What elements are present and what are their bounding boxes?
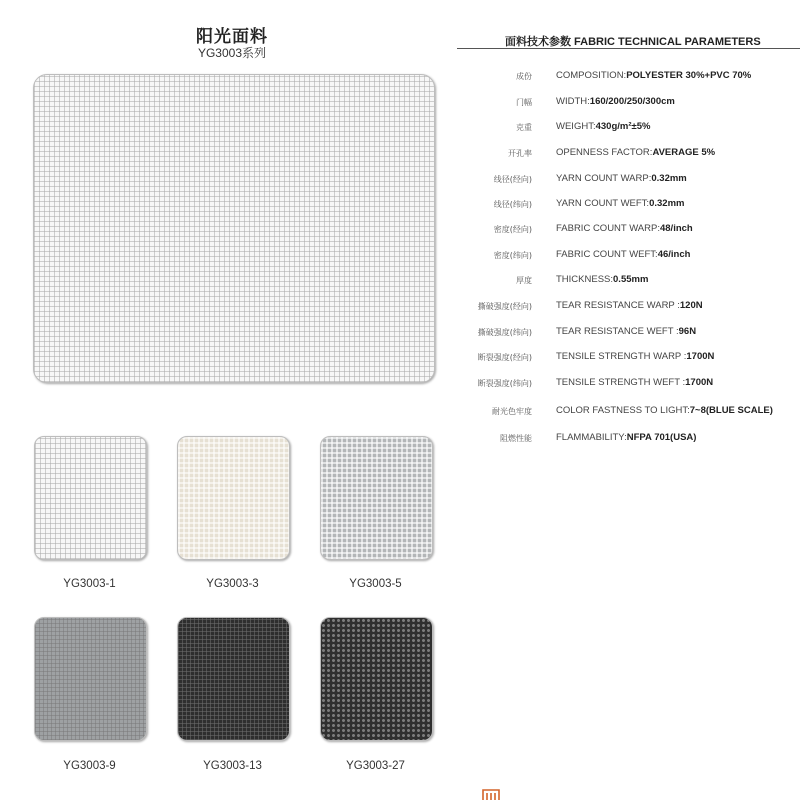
param-value: 0.32mm	[649, 198, 685, 209]
param-value: 1700N	[685, 377, 714, 388]
param-cn-label: 成份	[516, 72, 532, 81]
param-value: 120N	[679, 300, 703, 311]
param-en-text	[556, 223, 693, 234]
param-en-text	[556, 405, 773, 416]
param-row	[440, 327, 800, 343]
param-cn-label: 撕破强度(经向)	[477, 302, 532, 311]
param-value: 1700N	[686, 351, 715, 362]
param-row	[440, 250, 800, 266]
param-label: TEAR RESISTANCE WARP :	[556, 300, 680, 311]
param-label: WIDTH:	[556, 96, 590, 107]
swatch-label: YG3003-13	[203, 760, 262, 772]
param-row	[440, 275, 800, 291]
param-cn-label: 断裂强度(纬向)	[477, 379, 532, 388]
param-en-text	[556, 249, 690, 260]
swatch-image-9	[34, 617, 147, 741]
parameters-header: 面料技术参数 FABRIC TECHNICAL PARAMETERS	[505, 36, 761, 48]
param-en-text	[556, 173, 687, 184]
brand-logo-icon	[481, 789, 501, 800]
param-row	[440, 406, 800, 422]
param-value: 0.32mm	[651, 173, 687, 184]
param-value: 7~8(BLUE SCALE)	[689, 405, 773, 416]
param-en-text	[556, 121, 650, 132]
param-en-text	[556, 432, 696, 443]
param-row	[440, 199, 800, 215]
swatch-label: YG3003-5	[349, 578, 402, 590]
param-cn-label: 门幅	[516, 98, 532, 107]
param-value: 160/200/250/300cm	[589, 96, 675, 107]
param-cn-label: 密度(纬向)	[493, 251, 532, 260]
param-row	[440, 433, 800, 449]
swatch-image-27	[320, 617, 433, 741]
param-label: TENSILE STRENGTH WARP :	[556, 351, 687, 362]
param-row	[440, 174, 800, 190]
hero-fabric-image	[33, 74, 435, 383]
param-value: 0.55mm	[613, 274, 649, 285]
param-cn-label: 断裂强度(经向)	[477, 353, 532, 362]
param-row	[440, 97, 800, 113]
param-cn-label: 克重	[516, 123, 532, 132]
product-title: 阳光面料	[196, 27, 268, 47]
swatch-label: YG3003-9	[63, 760, 116, 772]
param-cn-label: 线径(纬向)	[493, 200, 532, 209]
param-en-text	[556, 198, 684, 209]
swatch-image-13	[177, 617, 290, 741]
param-label: COLOR FASTNESS TO LIGHT:	[556, 405, 690, 416]
param-label: THICKNESS:	[556, 274, 614, 285]
param-label: TEAR RESISTANCE WEFT :	[556, 326, 679, 337]
param-label: OPENNESS FACTOR:	[556, 147, 653, 158]
param-value: 430g/m²±5%	[595, 121, 651, 132]
param-cn-label: 厚度	[516, 276, 532, 285]
param-row	[440, 71, 800, 87]
param-label: WEIGHT:	[556, 121, 596, 132]
param-value: AVERAGE 5%	[652, 147, 716, 158]
param-cn-label: 线径(经向)	[493, 175, 532, 184]
param-label: FLAMMABILITY:	[556, 432, 627, 443]
param-label: YARN COUNT WEFT:	[556, 198, 650, 209]
param-row	[440, 301, 800, 317]
param-row	[440, 352, 800, 368]
param-label: FABRIC COUNT WEFT:	[556, 249, 658, 260]
param-en-text	[556, 326, 696, 337]
param-en-text	[556, 274, 648, 285]
param-cn-label: 密度(经向)	[493, 225, 532, 234]
param-value: NFPA 701(USA)	[626, 432, 697, 443]
param-en-text	[556, 351, 714, 362]
param-cn-label: 开孔率	[508, 149, 532, 158]
param-label: YARN COUNT WARP:	[556, 173, 652, 184]
param-cn-label: 阻燃性能	[500, 434, 532, 443]
swatch-image-5	[320, 436, 433, 560]
param-en-text	[556, 300, 703, 311]
swatch-label: YG3003-27	[346, 760, 405, 772]
swatch-image-1	[34, 436, 147, 560]
param-cn-label: 撕破强度(纬向)	[477, 328, 532, 337]
param-value: POLYESTER 30%+PVC 70%	[626, 70, 752, 81]
param-row	[440, 224, 800, 240]
swatch-image-3	[177, 436, 290, 560]
param-label: TENSILE STRENGTH WEFT :	[556, 377, 686, 388]
swatch-label: YG3003-1	[63, 578, 116, 590]
param-en-text	[556, 70, 751, 81]
param-value: 96N	[678, 326, 697, 337]
param-cn-label: 耐光色牢度	[492, 407, 532, 416]
param-row	[440, 122, 800, 138]
swatch-label: YG3003-3	[206, 578, 259, 590]
header-divider	[457, 48, 800, 49]
param-row	[440, 148, 800, 164]
param-en-text	[556, 96, 675, 107]
param-en-text	[556, 377, 713, 388]
param-value: 48/inch	[659, 223, 693, 234]
param-en-text	[556, 147, 715, 158]
param-value: 46/inch	[657, 249, 691, 260]
product-series: YG3003系列	[197, 46, 267, 60]
param-row	[440, 378, 800, 394]
param-label: COMPOSITION:	[556, 70, 627, 81]
param-label: FABRIC COUNT WARP:	[556, 223, 660, 234]
